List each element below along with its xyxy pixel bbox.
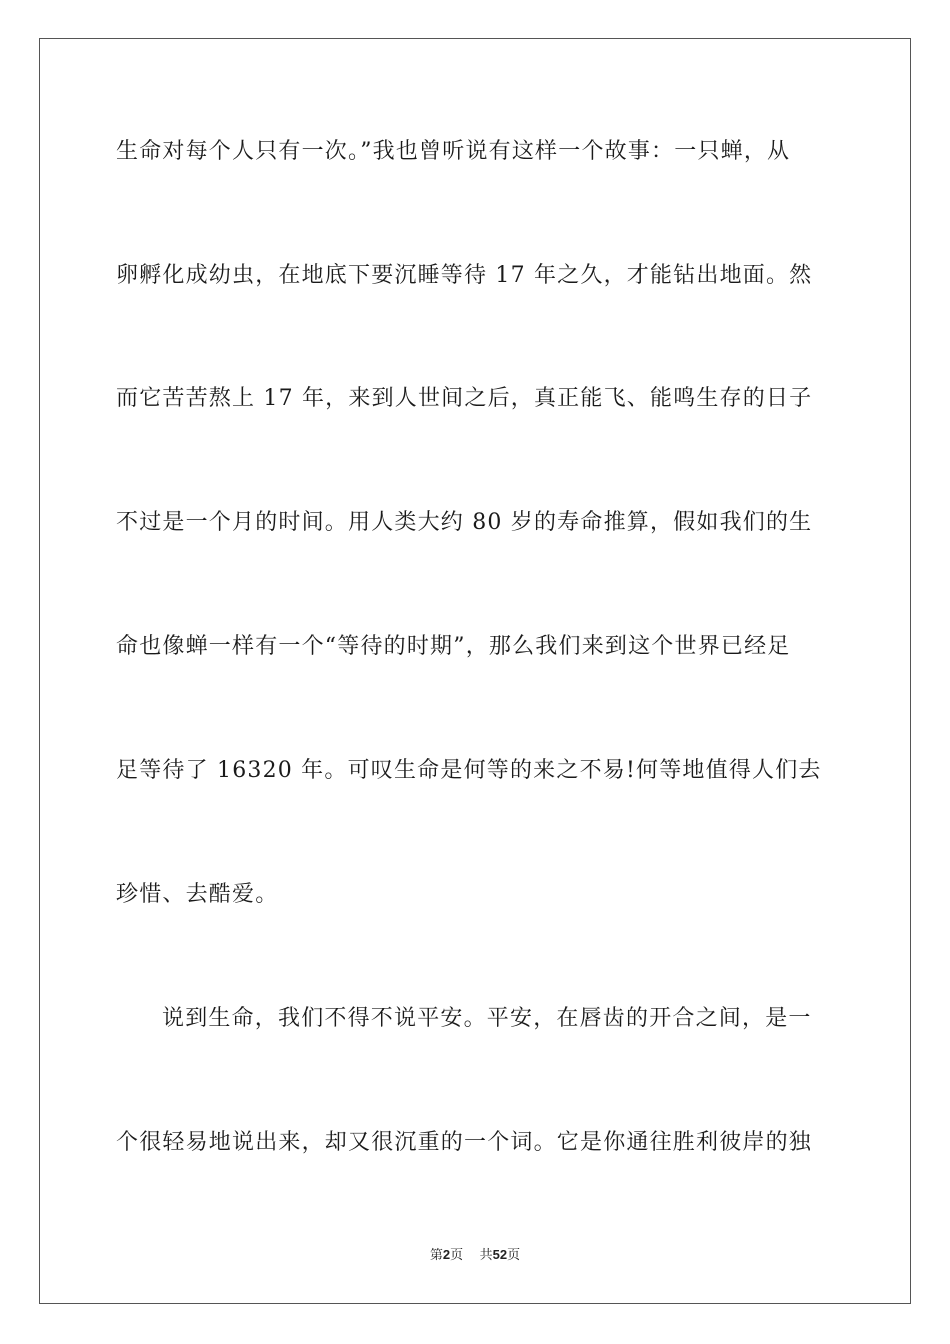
text-line-2: 卵孵化成幼虫，在地底下要沉睡等待 17 年之久，才能钻出地面。然	[116, 263, 813, 288]
text-line-4: 不过是一个月的时间。用人类大约 80 岁的寿命推算，假如我们的生	[116, 510, 813, 535]
text-line-1: 生命对每个人只有一次。”我也曾听说有这样一个故事：一只蝉，从	[116, 139, 791, 164]
footer-total-pages: 52	[492, 1247, 508, 1262]
text-line-6: 足等待了 16320 年。可叹生命是何等的来之不易!何等地值得人们去	[116, 758, 822, 783]
text-line-8: 说到生命，我们不得不说平安。平安，在唇齿的开合之间，是一	[162, 1006, 812, 1031]
footer-total-prefix: 共	[479, 1248, 493, 1263]
footer-page-prefix: 第	[429, 1248, 443, 1263]
page-border	[39, 38, 911, 1304]
text-line-9: 个很轻易地说出来，却又很沉重的一个词。它是你通往胜利彼岸的独	[116, 1130, 813, 1155]
footer-page-number: 2	[442, 1247, 451, 1262]
footer-page-suffix: 页	[450, 1248, 464, 1263]
text-line-3: 而它苦苦熬上 17 年，来到人世间之后，真正能飞、能鸣生存的日子	[116, 386, 813, 411]
text-line-7: 珍惜、去酷爱。	[116, 882, 279, 907]
page-footer	[0, 1246, 950, 1265]
text-line-5: 命也像蝉一样有一个“等待的时期”，那么我们来到这个世界已经足	[116, 634, 791, 659]
footer-total-suffix: 页	[507, 1248, 521, 1263]
